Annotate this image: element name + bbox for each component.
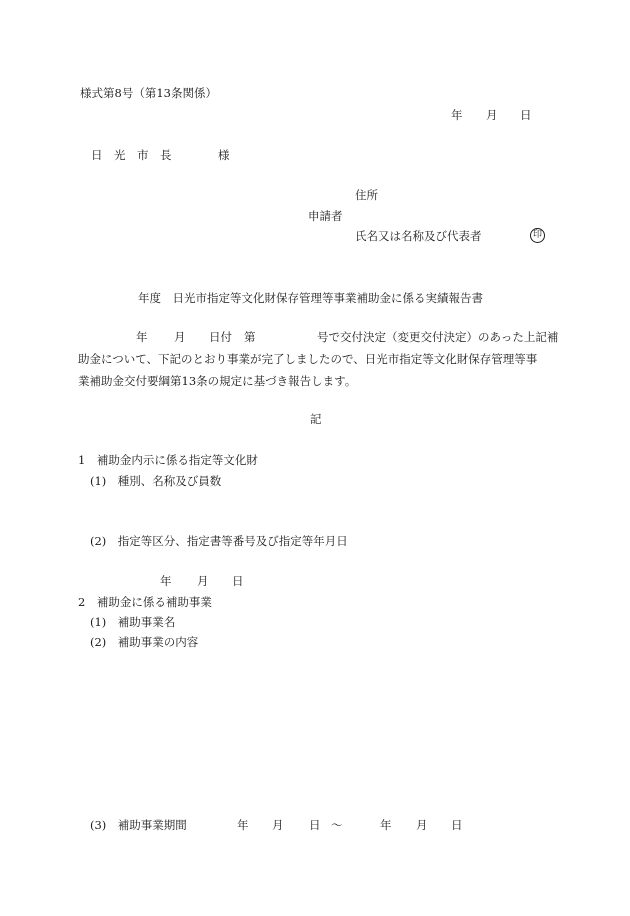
section2-heading: 2 補助金に係る補助事業 — [78, 595, 212, 609]
form-label: 様式第8号（第13条関係） — [80, 86, 217, 100]
body-line1-rest: 号で交付決定（変更交付決定）のあった上記補 — [317, 330, 559, 344]
seal-mark: 印 — [530, 228, 545, 243]
section2-item3-label: (3) 補助事業期間 — [90, 818, 187, 832]
name-label: 氏名又は名称及び代表者 — [355, 229, 482, 243]
section1-date-month: 月 — [197, 574, 209, 588]
section2-item1: (1) 補助事業名 — [90, 615, 176, 629]
period-separator: ～ — [331, 818, 343, 832]
section1-date-year: 年 — [160, 574, 172, 588]
report-title: 年度 日光市指定等文化財保存管理等事業補助金に係る実績報告書 — [138, 291, 483, 305]
address-label: 住所 — [355, 188, 378, 202]
applicant-label: 申請者 — [308, 209, 343, 223]
addressee-honorific: 様 — [218, 148, 230, 162]
date-year: 年 — [451, 108, 463, 122]
addressee-name: 日 光 市 長 — [91, 148, 172, 162]
body-line3: 業補助金交付要綱第13条の規定に基づき報告します。 — [78, 374, 357, 388]
period-end-month: 月 — [416, 818, 428, 832]
section1-item1: (1) 種別、名称及び員数 — [90, 474, 222, 488]
period-end-year: 年 — [380, 818, 392, 832]
ki-label: 記 — [310, 412, 322, 426]
body-month: 月 — [174, 330, 186, 344]
body-number-label: 第 — [244, 330, 256, 344]
body-line2: 助金について、下記のとおり事業が完了しましたので、日光市指定等文化財保存管理等事 — [78, 352, 538, 366]
period-start-day: 日 — [309, 818, 321, 832]
section1-item2: (2) 指定等区分、指定書等番号及び指定等年月日 — [90, 534, 348, 548]
section1-heading: 1 補助金内示に係る指定等文化財 — [78, 453, 258, 467]
date-month: 月 — [486, 108, 498, 122]
section2-item2: (2) 補助事業の内容 — [90, 635, 199, 649]
period-end-day: 日 — [451, 818, 463, 832]
period-start-year: 年 — [237, 818, 249, 832]
date-day: 日 — [520, 108, 532, 122]
body-date-label: 日付 — [209, 330, 232, 344]
body-year: 年 — [136, 330, 148, 344]
section1-date-day: 日 — [232, 574, 244, 588]
period-start-month: 月 — [272, 818, 284, 832]
